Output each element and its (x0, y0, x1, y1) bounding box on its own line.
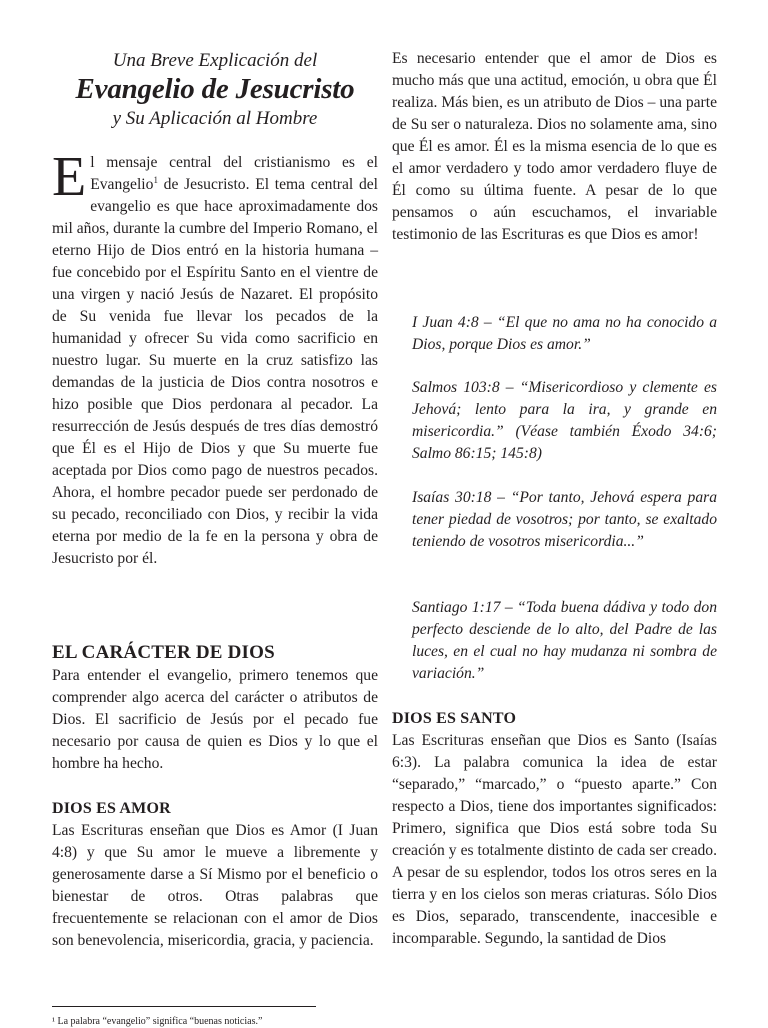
quote-2: Salmos 103:8 – “Misericordioso y clemente es Jehová; lento para la ira, y grande en misericordia.” (Véase también Éxodo 34:6; Salmo 86:15; 145:8) (412, 379, 717, 462)
love-heading: DIOS ES AMOR (52, 800, 171, 817)
footnote: ¹ La palabra “evangelio” significa “buenas noticias.” (52, 1016, 263, 1027)
love-paragraph: Las Escrituras enseñan que Dios es Amor (I Juan 4:8) y que Su amor le mueve a libremente y generosamente darse a Sí Mismo por el beneficio o bienestar de otros. Otras palabras que frecuentemente se relacionan con el amor de Dios son benevolencia, misericordia, gracia, y paciencia. (52, 822, 378, 949)
quote-1: I Juan 4:8 – “El que no ama no ha conocido a Dios, porque Dios es amor.” (412, 314, 717, 353)
holy-section (392, 708, 717, 950)
love-continued-paragraph: Es necesario entender que el amor de Dios es mucho más que una actitud, emoción, u obra que Él realiza. Más bien, es un atributo de Dios – una parte de Su ser o naturaleza. Dios no solamente ama, sino que Él es amor. Él es la misma esencia de lo que es el amor verdadero y todo amor verdadero fluye de Él como su última fuente. A pesar de lo que pensamos o aún escuchamos, el invariable testimonio de las Escrituras es que Dios es amor! (392, 50, 717, 243)
holy-heading: DIOS ES SANTO (392, 710, 517, 727)
footnote-divider (52, 1006, 316, 1007)
intro-text-rest: de Jesucristo. El tema central del evangelio es que hace aproximadamente dos mil años, durante la cumbre del Imperio Romano, el eterno Hijo de Dios entró en la historia humana – fue concebido por el Espíritu Santo en el vientre de una virgen y nació Jesús de Nazaret. El propósito de Su venida fue llevar los pecados de la humanidad y ofrecer Su vida como sacrificio en nuestro lugar. Su muerte en la cruz satisfizo las demandas de la justicia de Dios contra nosotros e hizo posible que Dios perdonara al pecador. La resurrección de Jesús después de tres días demostró que Él es el Hijo de Dios y que Su muerte fue aceptada por Dios como pago de nuestros pecados. Ahora, el hombre pecador puede ser perdonado de su pecado, reconciliado con Dios, y recibir la vida eterna por medio de la fe en la persona y obra de Jesucristo por él. (52, 176, 378, 567)
character-section (52, 641, 378, 775)
drop-cap: E (52, 146, 87, 208)
intro-paragraph (52, 146, 378, 570)
quote-3: Isaías 30:18 – “Por tanto, Jehová espera para tener piedad de vosotros; por tanto, se exaltado teniendo de vosotros misericordia...” (412, 489, 717, 550)
character-heading: EL CARÁCTER DE DIOS (52, 642, 275, 663)
footnote-mark: 1 (153, 174, 158, 185)
character-paragraph: Para entender el evangelio, primero tenemos que comprender algo acerca del carácter o atributos de Dios. El sacrificio de Jesús por el pecado fue necesario por causa de quien es Dios y lo que el hombre ha hecho. (52, 667, 378, 772)
love-section (52, 798, 378, 952)
kicker-line: Una Breve Explicación del (112, 50, 318, 71)
intro-text-start: l mensaje central del cristianismo es el Evangelio (90, 154, 378, 193)
title-block (52, 50, 378, 132)
holy-paragraph: Las Escrituras enseñan que Dios es Santo (Isaías 6:3). La palabra comunica la idea de estar “separado,” “marcado,” o “puesto aparte.” Con respecto a Dios, tiene dos importantes significados: Primero, significa que Dios está sobre toda Su creación y es totalmente distinto de cada ser creado. A pesar de su esplendor, todos los otros seres en la tierra y en los cielos son meras criaturas. Sólo Dios es Dios, separado, transcendente, inaccesible e incomparable. Segundo, la santidad de Dios (392, 732, 717, 947)
quote-4: Santiago 1:17 – “Toda buena dádiva y todo don perfecto desciende de lo alto, del Padre de las luces, en el cual no hay mudanza ni sombra de variación.” (412, 599, 717, 682)
page-title: Evangelio de Jesucristo (75, 73, 355, 105)
page-subtitle: y Su Aplicación al Hombre (112, 108, 318, 129)
